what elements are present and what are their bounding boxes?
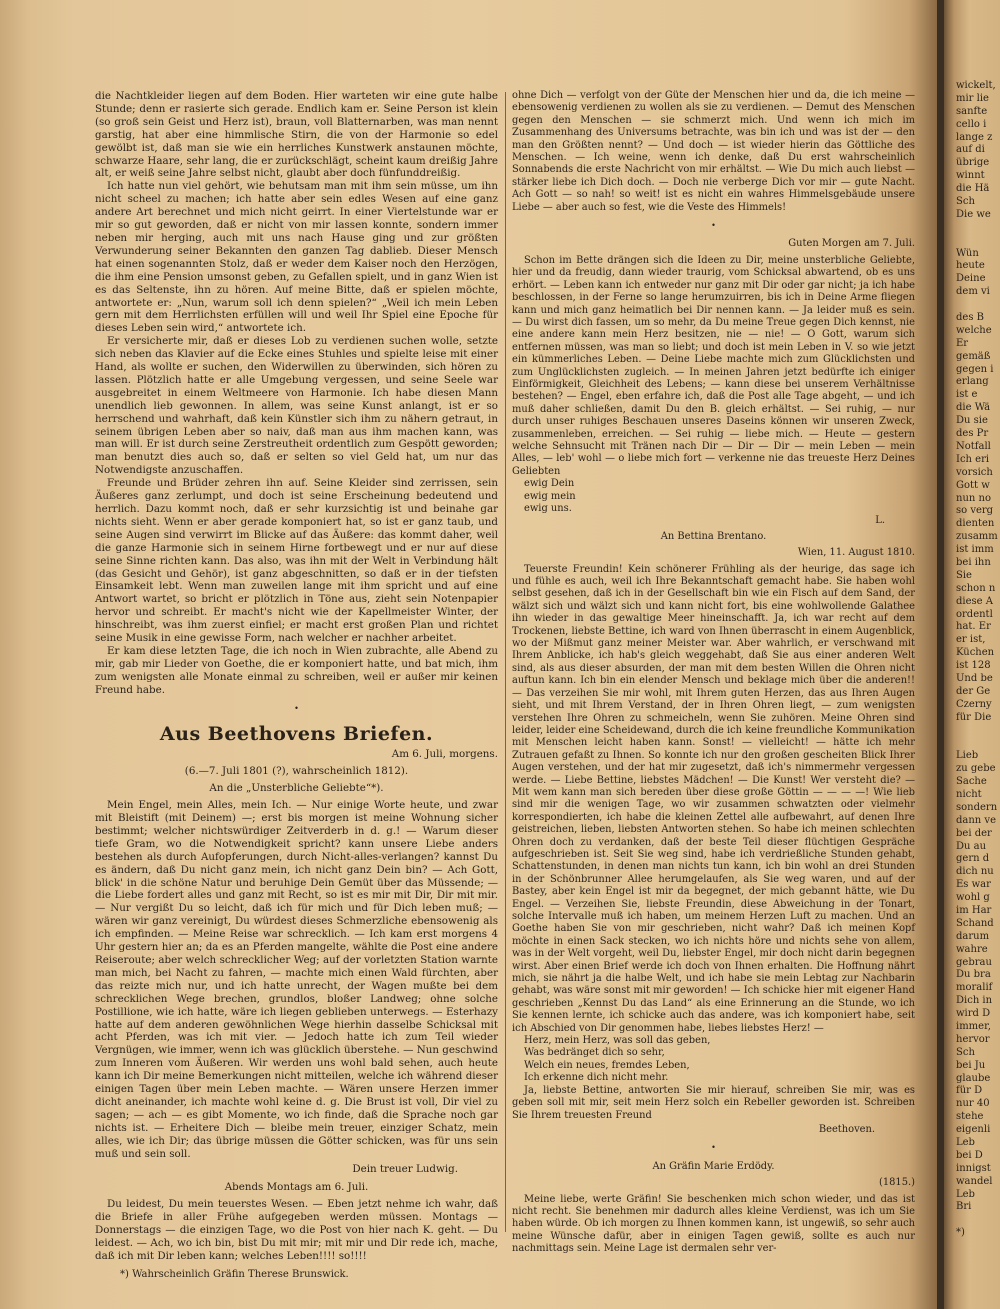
edge-line: Dich in (956, 995, 993, 1007)
separator-dot: • (711, 1143, 716, 1153)
edge-line: darum (956, 930, 990, 942)
edge-line: für D (956, 1085, 983, 1097)
paragraph: Er versicherte mir, daß er dieses Lob zu verdienen suchen wolle, setzte sich neben das Klavier auf die Ecke eines Stuhles und spielte leise mit einer Hand, als wollte er suchen, den Widerwillen zu überwinden, sich hören zu lassen. Plötzlich hatte er alle Umgebung vergessen, und seine Seele war ausgebreitet in einem Weltmeere von Harmonie. Ich habe diesen Mann unendlich lieb gewonnen. In allem, was seine Kunst anlangt, ist er so herrschend und wahrhaft, daß kein Künstler sich ihm zu nähern getraut, in seinem übrigen Leben aber so naiv, daß man aus ihm machen kann, was man will. Er ist durch seine Zerstreutheit ordentlich zum Gespött geworden; man benutzt dies auch so, daß er selten so viel Geld hat, um nur das Notwendigste anzuschaffen. (95, 335, 498, 477)
edge-line: diese A (956, 595, 993, 607)
signature: Dein treuer Ludwig. (352, 1162, 458, 1175)
edge-line: bei ihn (956, 556, 991, 568)
letter-recipient: An Gräfin Marie Erdödy. (652, 1160, 775, 1172)
edge-line: eigenli (956, 1124, 991, 1136)
edge-line: Lieb (956, 750, 979, 762)
page-gutter (937, 0, 944, 1309)
edge-line: stehe (956, 1111, 984, 1123)
edge-line: die Wä (956, 402, 991, 414)
signature-initial: L. (875, 515, 885, 527)
edge-line: cello i (956, 118, 987, 130)
edge-line: erlang (956, 376, 989, 388)
edge-line: vorsich (956, 466, 993, 478)
edge-line (956, 725, 1000, 738)
edge-line: Sch (956, 1046, 975, 1058)
edge-line: Deine (956, 273, 986, 285)
dateline: (1815.) (879, 1177, 915, 1189)
edge-line: Und be (956, 672, 993, 684)
edge-line: übrige (956, 157, 990, 169)
edge-line: *) (956, 1227, 965, 1239)
dateline: Am 6. Juli, morgens. (391, 748, 498, 761)
signature: Beethoven. (818, 1123, 875, 1135)
closing-line: ewig uns. (524, 503, 572, 514)
edge-line: auf di (956, 144, 985, 156)
edge-line: gebrau (956, 956, 992, 968)
edge-line: des B (956, 312, 984, 324)
paragraph: Er kam diese letzten Tage, die ich noch in Wien zubrachte, alle Abend zu mir, gab mir Lieder von Goethe, die er komponiert hatte, und bat mich, ihm zum wenigsten alle Monate einmal zu schreiben, weil er außer mir keinen Freund habe. (95, 644, 498, 696)
edge-line: gemäß (956, 350, 991, 362)
edge-line: sondern (956, 801, 998, 813)
closing-line: ewig Dein (524, 478, 575, 490)
edge-line: Küchen (956, 647, 995, 659)
edge-line: zu gebe (956, 763, 996, 775)
edge-line: mir lie (956, 92, 989, 104)
edge-line: nun no (956, 492, 991, 504)
paragraph: Ich hatte nun viel gehört, wie behutsam man mit ihm sein müsse, um ihn nicht scheel zu machen; ich hatte aber sein edles Wesen auf eine ganz andere Art berechnet und mich nicht geirrt. In einer Viertelstunde war er mir so gut geworden, daß er nicht von mir lassen konnte, sondern immer neben mir herging, auch mit uns nach Hause ging und zur größten Verwunderung seiner Bekannten den ganzen Tag dablieb. Dieser Mensch hat einen sogenannten Stolz, daß er weder dem Kaiser noch den Herzögen, die ihm eine Pension umsonst geben, zu Gefallen spielt, und in ganz Wien ist es das Seltenste, ihn zu hören. Auf meine Bitte, daß er spielen möchte, antwortete er: „Nun, warum soll ich denn spielen?“ „Weil ich mein Leben gern mit dem Herrlichsten erfüllen will und weil Ihr Spiel eine Epoche für dieses Leben sein wird,“ antwortete ich. (95, 180, 498, 335)
paragraph: Meine liebe, werte Gräfin! Sie beschenken mich schon wieder, und das ist nicht recht. Sie benehmen mir dadurch alles kleine Verdienst, was ich um Sie haben würde. Ob ich morgen zu Ihnen kommen kann, ist ungewiß, so sehr auch meine Wünsche dafür, aber in einigen Tagen gewiß, sollte es auch nur nachmittags sein. Meine Lage ist dermalen sehr ver- (512, 1193, 915, 1255)
edge-line: Du bra (956, 969, 991, 981)
dateline: Wien, 11. August 1810. (797, 547, 915, 559)
edge-line (956, 737, 1000, 750)
edge-line: die Hä (956, 183, 990, 195)
edge-line: Wün (956, 247, 979, 259)
section-heading: Aus Beethovens Briefen. (159, 722, 434, 745)
left-column (95, 90, 498, 1282)
dateline: Abends Montags am 6. Juli. (224, 1181, 369, 1194)
edge-line: heute (956, 260, 985, 272)
edge-line: Sie (956, 569, 972, 581)
edge-line: hervor (956, 1033, 990, 1045)
edge-line (956, 299, 1000, 312)
column-rule (505, 92, 506, 1232)
edge-line: Es war (956, 879, 991, 891)
edge-line: für Die (956, 711, 992, 723)
edge-line: Czerny (956, 698, 992, 710)
paragraph: Schon im Bette drängen sich die Ideen zu Dir, meine unsterbliche Geliebte, hier und da freudig, dann wieder traurig, vom Schicksal abwartend, ob es uns erhört. — Leben kann ich entweder nur ganz mit Dir oder gar nicht; ja ich habe beschlossen, in der Ferne so lange herumzuirren, bis ich in Deine Arme fliegen kann und mich ganz heimatlich bei Dir nennen kann. — Ja leider muß es sein. — Du wirst dich fassen, um so mehr, da Du meine Treue gegen Dich kennst, nie eine andere kann mein Herz besitzen, nie — nie! — O Gott, warum sich entfernen müssen, was man so liebt; und doch ist mein Leben in V. so wie jetzt ein kümmerliches Leben. — Deine Liebe machte mich zum Glücklichsten und zum Unglücklichsten zugleich. — In meinen Jahren jetzt bedürfte ich einiger Einförmigkeit, Gleichheit des Lebens; — kann diese bei unserem Verhältnisse bestehen? — Engel, eben erfahre ich, daß die Post alle Tage abgeht, — und ich muß daher schließen, damit Du den B. gleich erhältst. — Sei ruhig, — nur durch unser ruhiges Beschauen unseres Daseins können wir unseren Zweck, zusammenleben, erreichen. — Sei ruhig — liebe mich. — Heute — gestern welche Sehnsucht mit Tränen nach Dir — Dir — Dir — mein Leben — mein Alles, — leb' wohl — o liebe mich fort — verkenne nie das treueste Herz Deines Geliebten (512, 254, 915, 477)
edge-line: bei der (956, 827, 992, 839)
letter-recipient: An die „Unsterbliche Geliebte“*). (209, 782, 384, 795)
edge-line: bei D (956, 1149, 983, 1161)
edge-line (956, 222, 1000, 235)
edge-line: sanfte (956, 105, 988, 117)
edge-line (956, 1214, 1000, 1227)
verse-line: Herz, mein Herz, was soll das geben, (524, 1035, 711, 1047)
verse-line: Ich erkenne dich nicht mehr. (524, 1072, 669, 1084)
edge-line: dienten (956, 518, 995, 530)
paragraph: Ja, liebste Bettine, antworten Sie mir hierauf, schreiben Sie mir, was es geben soll mit mir, seit mein Herz solch ein Rebeller geworden ist. Schreiben Sie Ihrem treuesten Freund (512, 1084, 915, 1121)
edge-line: Ich eri (956, 453, 990, 465)
edge-line: Notfall (956, 440, 991, 452)
edge-line: so verg (956, 505, 994, 517)
edge-line: Du au (956, 840, 987, 852)
edge-line: Du sie (956, 415, 988, 427)
paragraph: ohne Dich — verfolgt von der Güte der Menschen hier und da, die ich meine — ebensowenig verdienen zu wollen als sie zu verdienen. — Demut des Menschen gegen den Menschen — sie schmerzt mich. Und wenn ich mich im Zusammenhang des Universums betrachte, was bin ich und was ist der — den man den Größten nennt? — Und doch — ist wieder hierin das Göttliche des Menschen. — Ich weine, wenn ich denke, daß Du erst wahrscheinlich Sonnabends die erste Nachricht von mir erhältst. — Wie Du mich auch liebst — stärker liebe ich Dich doch. — Doch nie verberge Dich vor mir — gute Nacht. Ach Gott — so nah! so weit! ist es nicht ein wahres Himmelsgebäude unsere Liebe — aber auch so fest, wie die Veste des Himmels! (512, 90, 915, 213)
edge-line: lange z (956, 131, 993, 143)
edge-line: wickelt, (956, 80, 996, 91)
right-column (512, 90, 915, 1256)
paragraph: Teuerste Freundin! Kein schönerer Frühling als der heurige, das sage ich und fühle es auch, weil ich Ihre Bekanntschaft gemacht habe. Sie haben wohl selbst gesehen, daß ich in der Gesellschaft bin wie ein Fisch auf dem Sand, der wälzt sich und wälzt sich und kann nicht fort, bis eine wohlwollende Galathee ihn wieder in das gewaltige Meer hineinschafft. Ja, ich war recht auf dem Trockenen, liebste Bettine, ich ward von Ihnen überrascht in einem Augenblick, wo der Mißmut ganz meiner Meister war. Aber wahrlich, er verschwand mit Ihrem Anblicke, ich hab's gleich weggehabt, daß Sie aus einer anderen Welt sind, als aus dieser absurden, der man mit dem besten Willen die Ohren nicht auftun kann. Ich bin ein elender Mensch und beklage mich über die anderen!! — Das verzeihen Sie mir wohl, mit Ihrem guten Herzen, das aus Ihren Augen sieht, und mit Ihrem Verstand, der in Ihren Ohren liegt, — zum wenigsten verstehen Ihre Ohren zu schmeicheln, wenn Sie zuhören. Meine Ohren sind leider, leider eine Scheidewand, durch die ich keine freundliche Kommunikation mit Menschen leicht haben kann. Sonst! — vielleicht! — hätte ich mehr Zutrauen gefaßt zu Ihnen. So konnte ich nur den großen gescheiten Blick Ihrer Augen verstehen, und der hat mir zugesetzt, daß ich's nimmermehr vergessen werde. — Liebe Bettine, liebstes Mädchen! — Die Kunst! Wer versteht die? — Mit wem kann man sich bereden über diese große Göttin — — — —! Wie lieb sind mir die wenigen Tage, wo wir zusammen schwatzten oder vielmehr korrespondierten, ich habe die kleinen Zettel alle aufbewahrt, auf denen Ihre geistreichen, lieben, liebsten Antworten stehen. So habe ich meinen schlechten Ohren doch zu verdanken, daß der beste Teil dieser flüchtigen Gespräche aufgeschrieben ist. Seit Sie weg sind, habe ich verdrießliche Stunden gehabt, Schattenstunden, in denen man nichts tun kann, ich bin wohl an drei Stunden in der Schönbrunner Allee herumgelaufen, als Sie weg waren, und auf der Bastey, aber kein Engel ist mir da begegnet, der mich gebannt hätte, wie Du Engel. — Verzeihen Sie, liebste Freundin, diese Abweichung in der Tonart, solche Intervalle muß ich haben, um meinem Herzen Luft zu machen. Und an Goethe haben Sie von mir geschrieben, nicht wahr? Daß ich meinen Kopf möchte in einen Sack stecken, wo ich nichts höre und nichts sehe von allem, was in der Welt vorgeht, weil Du, liebster Engel, mir doch nicht darin begegnen wirst. Aber einen Brief werde ich doch von Ihnen erhalten. Die Hoffnung nährt mich, sie nährt ja die halbe Welt, und ich habe sie mein Lebtag zur Nachbarin gehabt, was wäre sonst mit mir geworden! — Ich schicke hier mit eigener Hand geschrieben „Kennst Du das Land“ als eine Erinnerung an die Stunde, wo ich Sie kennen lernte, ich schicke auch das andere, was ich komponiert habe, seit ich Abschied von Dir genommen habe, liebes liebstes Herz! — (512, 563, 915, 1034)
edge-line: glaube (956, 1072, 991, 1084)
edge-line: Sache (956, 776, 987, 788)
edge-line: gern d (956, 853, 990, 865)
edge-line: hat. Er (956, 621, 991, 633)
paragraph: die Nachtkleider liegen auf dem Boden. Hier warteten wir eine gute halbe Stunde; denn er rasierte sich gerade. Endlich kam er. Seine Person ist klein (so groß sein Geist und Herz ist), braun, voll Blatternarben, was man nennt garstig, hat aber eine himmlische Stirn, die von der Harmonie so edel gewölbt ist, daß man sie wie ein herrliches Kunstwerk anstaunen möchte, schwarze Haare, sehr lang, die er zurückschlägt, scheint kaum dreißig Jahre alt, er weiß seine Jahre selbst nicht, glaubt aber doch fünfunddreißig. (95, 90, 498, 180)
edge-line: zusamm (956, 531, 998, 543)
paragraph: Du leidest, Du mein teuerstes Wesen. — Eben jetzt nehme ich wahr, daß die Briefe in aller Frühe aufgegeben werden müssen. Montags — Donnerstags — die einzigen Tage, wo die Post von hier nach K. geht. — Du leidest. — Ach, wo ich bin, bist Du mit mir; mit mir und Dir rede ich, mache, daß ich mit Dir leben kann; welches Leben!!!! so!!!! (95, 1198, 498, 1262)
edge-line: Er (956, 337, 969, 349)
edge-line: ist e (956, 389, 978, 401)
edge-line: innigst (956, 1162, 991, 1174)
next-page-edge-text (956, 80, 1000, 1240)
edge-line: Leb (956, 1137, 975, 1149)
edge-line: wahre (956, 943, 988, 955)
edge-line: immer, (956, 1021, 991, 1033)
edge-line: dich nu (956, 866, 994, 878)
edge-line: moralif (956, 982, 993, 994)
edge-line: Gott w (956, 479, 990, 491)
edge-line (956, 235, 1000, 248)
edge-line: ordentl (956, 608, 993, 620)
edge-line: schon n (956, 582, 996, 594)
edge-line: Bri (956, 1201, 972, 1213)
edge-line: dem vi (956, 286, 990, 298)
dateline: Guten Morgen am 7. Juli. (788, 238, 915, 250)
edge-line: des Pr (956, 428, 989, 440)
edge-line: Die we (956, 208, 991, 220)
edge-line: gegen i (956, 363, 994, 375)
edge-line: wandel (956, 1175, 993, 1187)
letter-recipient: An Bettina Brentano. (660, 530, 767, 542)
paragraph: Freunde und Brüder zehren ihn auf. Seine Kleider sind zerrissen, sein Äußeres ganz zerlumpt, und doch ist seine Erscheinung bedeutend und herrlich. Dazu kommt noch, daß er sehr kurzsichtig ist und beinahe gar nichts sieht. Wenn er aber gerade komponiert hat, so ist er ganz taub, und seine Augen sind verwirrt im Blicke auf das Äußere: das kommt daher, weil die ganze Harmonie sich in seinem Hirne fortbewegt und er nur auf diese seine Sinne richten kann. Das also, was ihn mit der Welt in Verbindung hält (das Gesicht und Gehör), ist ganz abgeschnitten, so daß er in der tiefsten Einsamkeit lebt. Wenn man zuweilen lange mit ihm spricht und auf eine Antwort wartet, so bricht er plötzlich in Töne aus, zieht sein Notenpapier hervor und schreibt. Er macht's nicht wie der Kapellmeister Winter, der hinschreibt, was ihm zuerst einfiel; er macht erst großen Plan und richtet seine Musik in eine gewisse Form, nach welcher er nachher arbeitet. (95, 477, 498, 645)
edge-line: Sch (956, 196, 975, 208)
edge-line: ist 128 (956, 660, 991, 672)
edge-line: wohl g (956, 892, 990, 904)
edge-line: nur 40 (956, 1098, 990, 1110)
verse-line: Was bedränget dich so sehr, (524, 1047, 665, 1059)
paragraph: Mein Engel, mein Alles, mein Ich. — Nur einige Worte heute, und zwar mit Bleistift (mit Deinem) —; erst bis morgen ist meine Wohnung sicher bestimmt; welcher nichtswürdiger Zeitverderb in d. g.! — Warum dieser tiefe Gram, wo die Notwendigkeit spricht? kann unsere Liebe anders bestehen als durch Aufopferungen, durch Nicht-alles-verlangen? kannst Du es ändern, daß Du nicht ganz mein, ich nicht ganz Dein bin? — Ach Gott, blick' in die schöne Natur und beruhige Dein Gemüt über das Müssende; — die Liebe fordert alles und ganz mit Recht, so ist es mir mit Dir, Dir mit mir. — Nur vergißt Du so leicht, daß ich für mich und für Dich leben muß; — wären wir ganz vereinigt, Du würdest dieses Schmerzliche ebensowenig als ich empfinden. — Meine Reise war schrecklich. — Ich kam erst morgens 4 Uhr gestern hier an; da es an Pferden mangelte, wählte die Post eine andere Reiseroute; aber welch schrecklicher Weg; auf der vorletzten Station warnte man mich, bei Nacht zu fahren, — machte mich einen Wald fürchten, aber das reizte mich nur, und ich hatte unrecht, der Wagen mußte bei dem schrecklichen Wege brechen, grundlos, bloßer Landweg; ohne solche Postillione, wie ich hatte, wäre ich liegen geblieben unterwegs. — Esterhazy hatte auf dem anderen gewöhnlichen Wege hierhin dasselbe Schicksal mit acht Pferden, was ich mit vier. — Jedoch hatte ich zum Teil wieder Vergnügen, wie immer, wenn ich was glücklich überstehe. — Nun geschwind zum Inneren vom Äußeren. Wir werden uns wohl bald sehen, auch heute kann ich Dir meine Bemerkungen nicht mitteilen, welche ich während dieser einigen Tagen über mein Leben machte. — Wären unsere Herzen immer dicht aneinander, ich machte wohl keine d. g. Die Brust ist voll, Dir viel zu sagen; — ach — es gibt Momente, wo ich finde, daß die Sprache noch gar nichts ist. — Erheitere Dich — bleibe mein treuer, einziger Schatz, mein alles, wie ich Dir; das übrige müssen die Götter schicken, was für uns sein muß und sein soll. (95, 799, 498, 1160)
edge-line: der Ge (956, 685, 991, 697)
edge-line: nicht (956, 788, 982, 800)
edge-line: dann ve (956, 814, 996, 826)
edge-line: winnt (956, 170, 985, 182)
edge-line: Leb (956, 1188, 975, 1200)
separator-dot: • (711, 221, 716, 231)
edge-line: er ist, (956, 634, 986, 646)
edge-line: Schand (956, 917, 994, 929)
verse-line: Welch ein neues, fremdes Leben, (524, 1059, 690, 1071)
edge-line: welche (956, 324, 992, 336)
dateline: (6.—7. Juli 1801 (?), wahrscheinlich 1812). (184, 765, 409, 778)
edge-line: bei Ju (956, 1059, 986, 1071)
closing-line: ewig mein (524, 490, 576, 502)
footnote: *) Wahrscheinlich Gräfin Therese Brunswick. (120, 1268, 349, 1280)
edge-line: ist imm (956, 544, 994, 556)
separator-dot: • (294, 703, 299, 713)
edge-line: wird D (956, 1008, 991, 1020)
edge-line: im Har (956, 905, 992, 916)
